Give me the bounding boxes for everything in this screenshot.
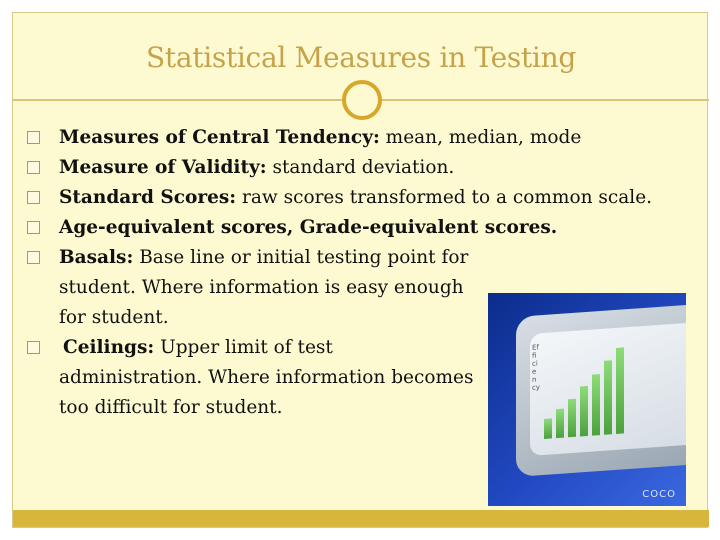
bullet-icon [27,191,40,204]
bullet-icon [27,161,40,174]
graph-bar [556,409,564,439]
item-text: raw scores transformed to a common scale. [236,187,653,208]
item-label: Measures of Central Tendency: [59,127,380,148]
item-label: Basals: [59,247,134,268]
screen-vertical-text: Efficiency [532,343,540,392]
graph-bar [616,347,624,434]
list-item [23,243,479,333]
item-label: Standard Scores: [59,187,237,208]
list-item [23,123,699,153]
bar-graph [544,341,624,439]
item-label: Age-equivalent scores, Grade-equivalent scores. [59,217,558,238]
slide-title: Statistical Measures in Testing [146,41,576,74]
monitor-icon [516,305,686,477]
bullet-icon [27,131,40,144]
bullet-icon [27,341,40,354]
footer-bar [13,510,709,527]
graph-bar [580,386,588,437]
list-item [23,333,479,423]
item-text: Upper limit of test administration. Where information becomes too difficult for student. [59,337,474,418]
slide [12,12,708,528]
list-item [23,213,699,243]
bullet-icon [27,251,40,264]
graph-bar [592,374,600,436]
item-text: standard deviation. [266,157,455,178]
list-item [23,153,699,183]
title-circle-ornament [342,80,382,120]
graph-bar [604,360,612,435]
list-item [23,183,699,213]
monitor-screen [530,323,686,456]
item-text: Base line or initial testing point for student. Where information is easy enough for student. [59,247,469,328]
image-brand-text: COCO [642,489,676,500]
item-label: Measure of Validity: [59,157,267,178]
graph-bar [544,418,552,439]
bullet-icon [27,221,40,234]
item-text: mean, median, mode [379,127,582,148]
monitor-chart-image [488,293,686,506]
graph-bar [568,399,576,438]
item-label: Ceilings: [63,337,155,358]
